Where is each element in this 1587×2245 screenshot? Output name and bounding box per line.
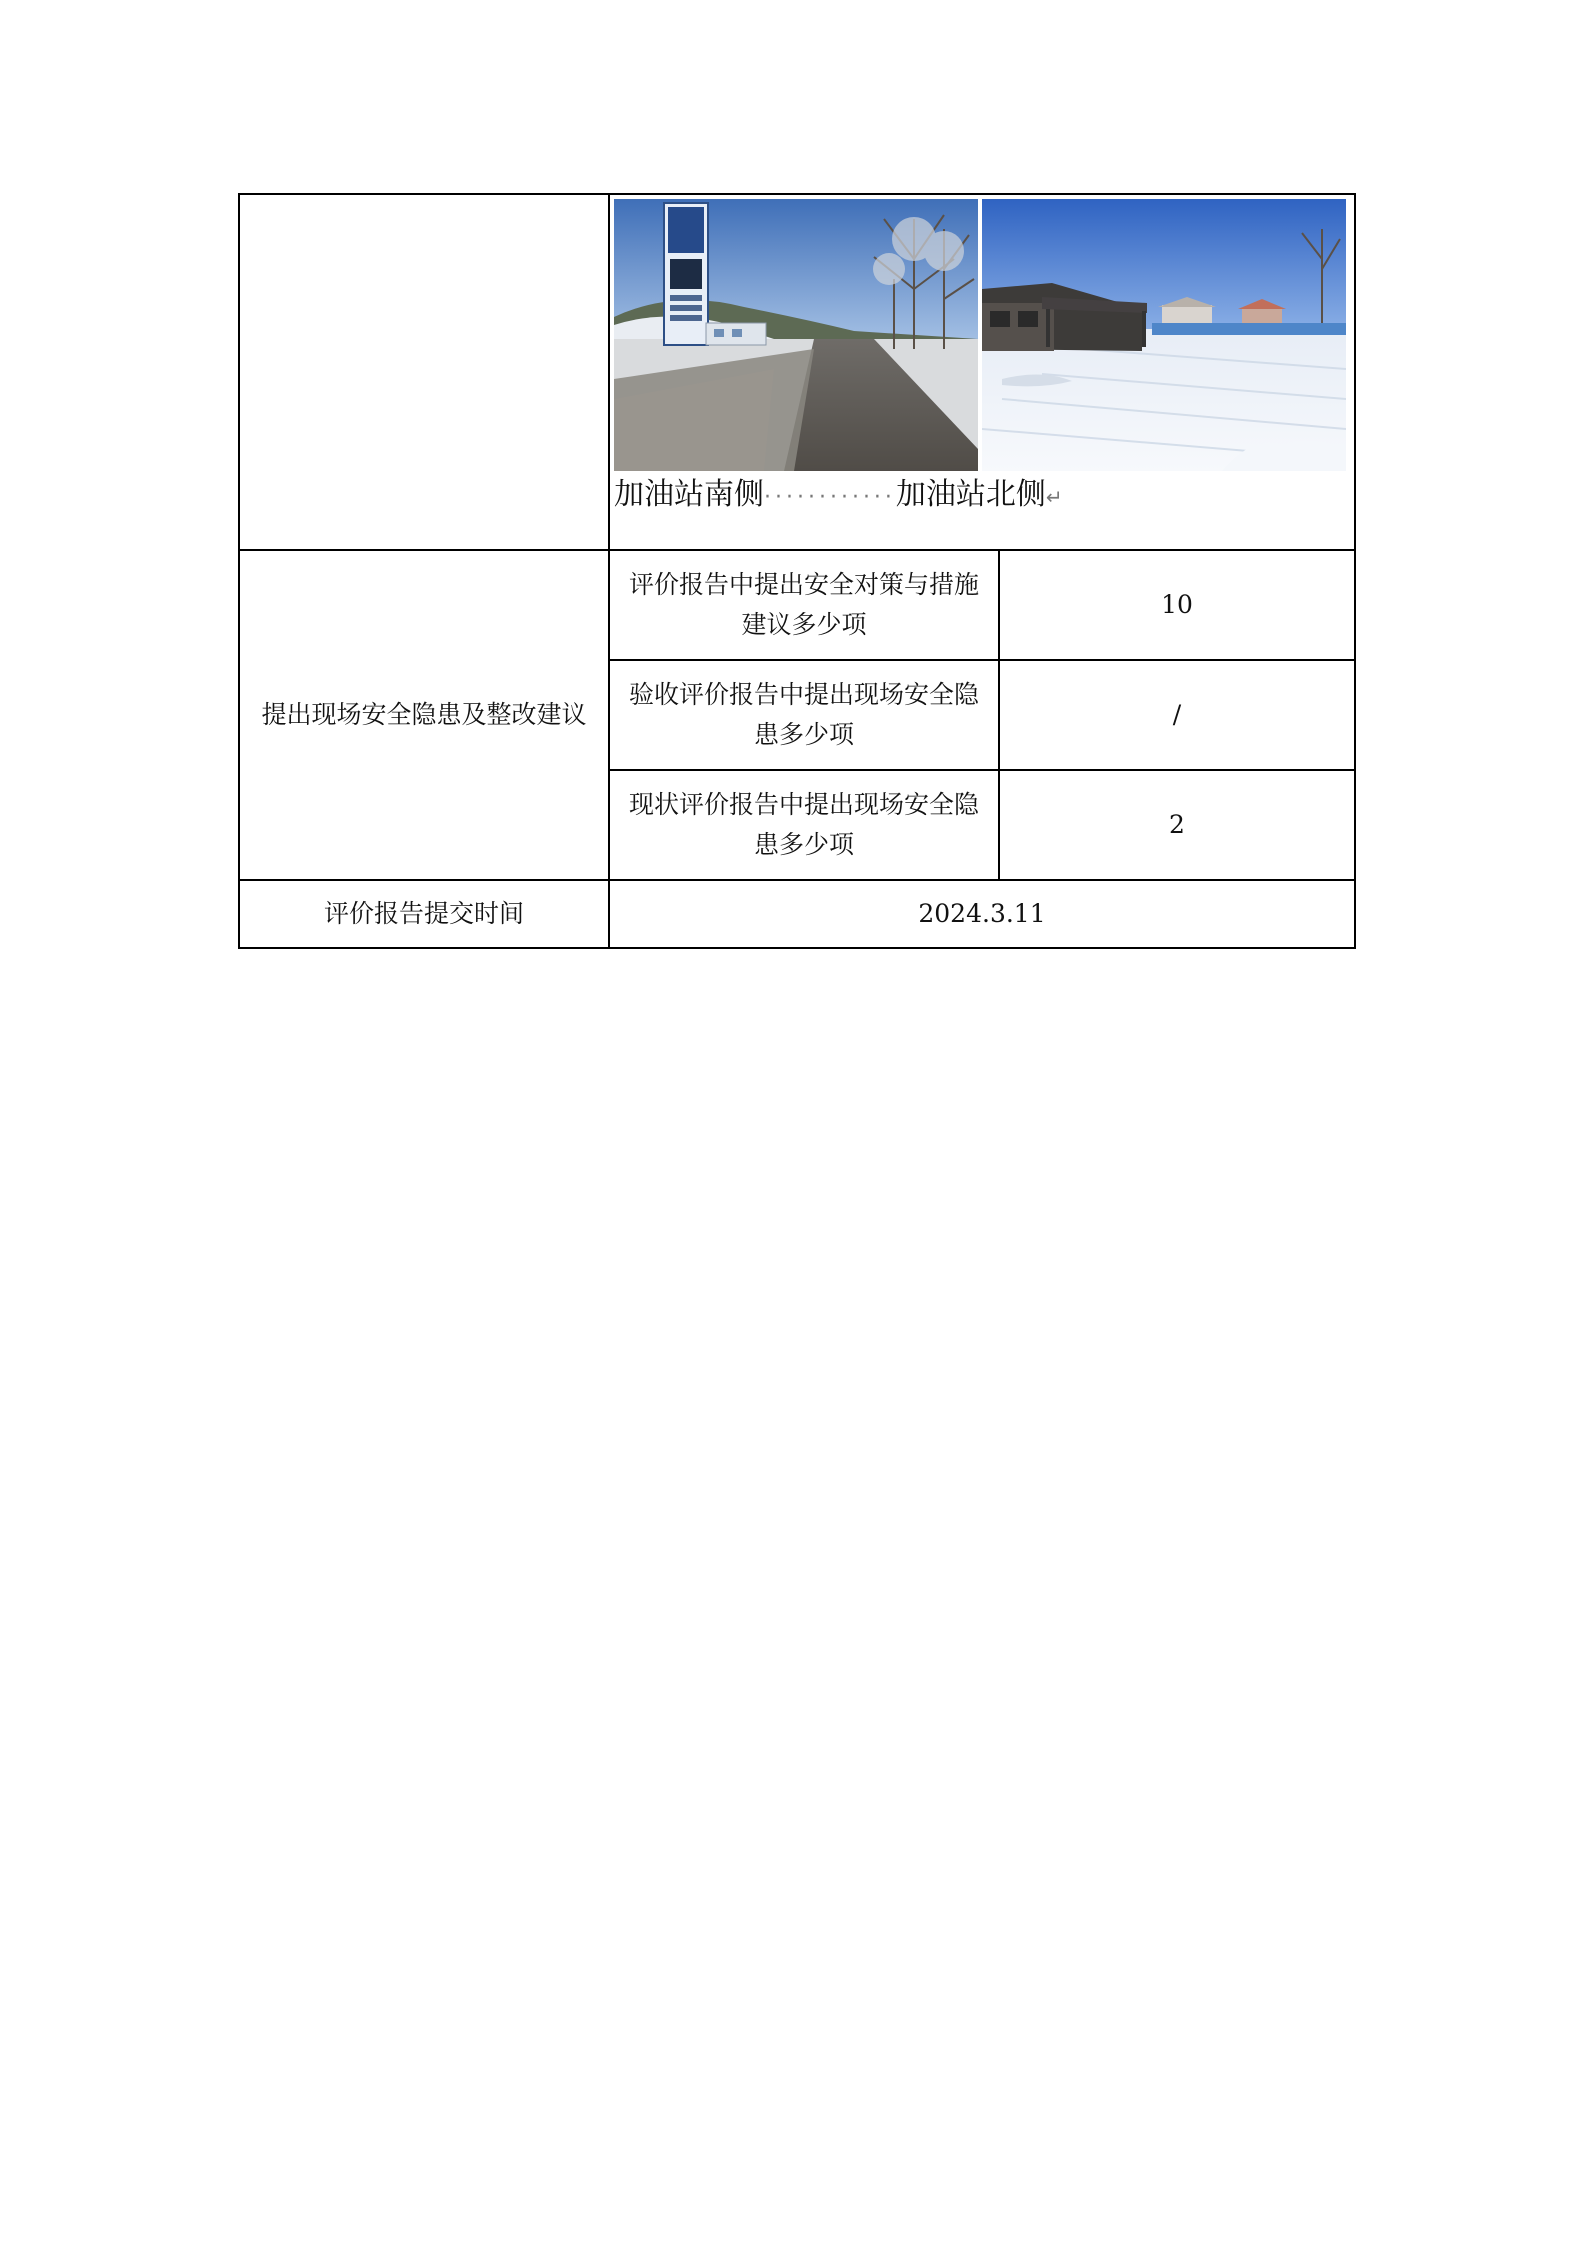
report-table (238, 193, 1356, 949)
hazard-value-2: / (999, 660, 1355, 770)
return-mark: ↵ (1045, 485, 1063, 509)
photo-strip (614, 199, 1350, 471)
south-photo-caption: 加油站南侧 (614, 477, 764, 512)
hazards-label: 提出现场安全隐患及整改建议 (239, 550, 609, 880)
hazard-value-3: 2 (999, 770, 1355, 880)
hazard-question-3: 现状评价报告中提出现场安全隐患多少项 (609, 770, 999, 880)
hazard-question-1: 评价报告中提出安全对策与措施建议多少项 (609, 550, 999, 660)
photo-cell (609, 194, 1355, 550)
north-side-photo (982, 199, 1346, 471)
submission-date: 2024.3.11 (609, 880, 1355, 948)
hazard-value-1: 10 (999, 550, 1355, 660)
north-photo-caption: 加油站北侧 (895, 477, 1046, 512)
photo-label-cell (239, 194, 609, 550)
photo-captions (614, 471, 1350, 522)
hazard-question-2: 验收评价报告中提出现场安全隐患多少项 (609, 660, 999, 770)
hazard-row-1 (239, 550, 1355, 660)
submission-row (239, 880, 1355, 948)
south-side-photo (614, 199, 978, 471)
photo-row (239, 194, 1355, 550)
submission-label: 评价报告提交时间 (239, 880, 609, 948)
caption-separator: ············ (764, 485, 896, 510)
